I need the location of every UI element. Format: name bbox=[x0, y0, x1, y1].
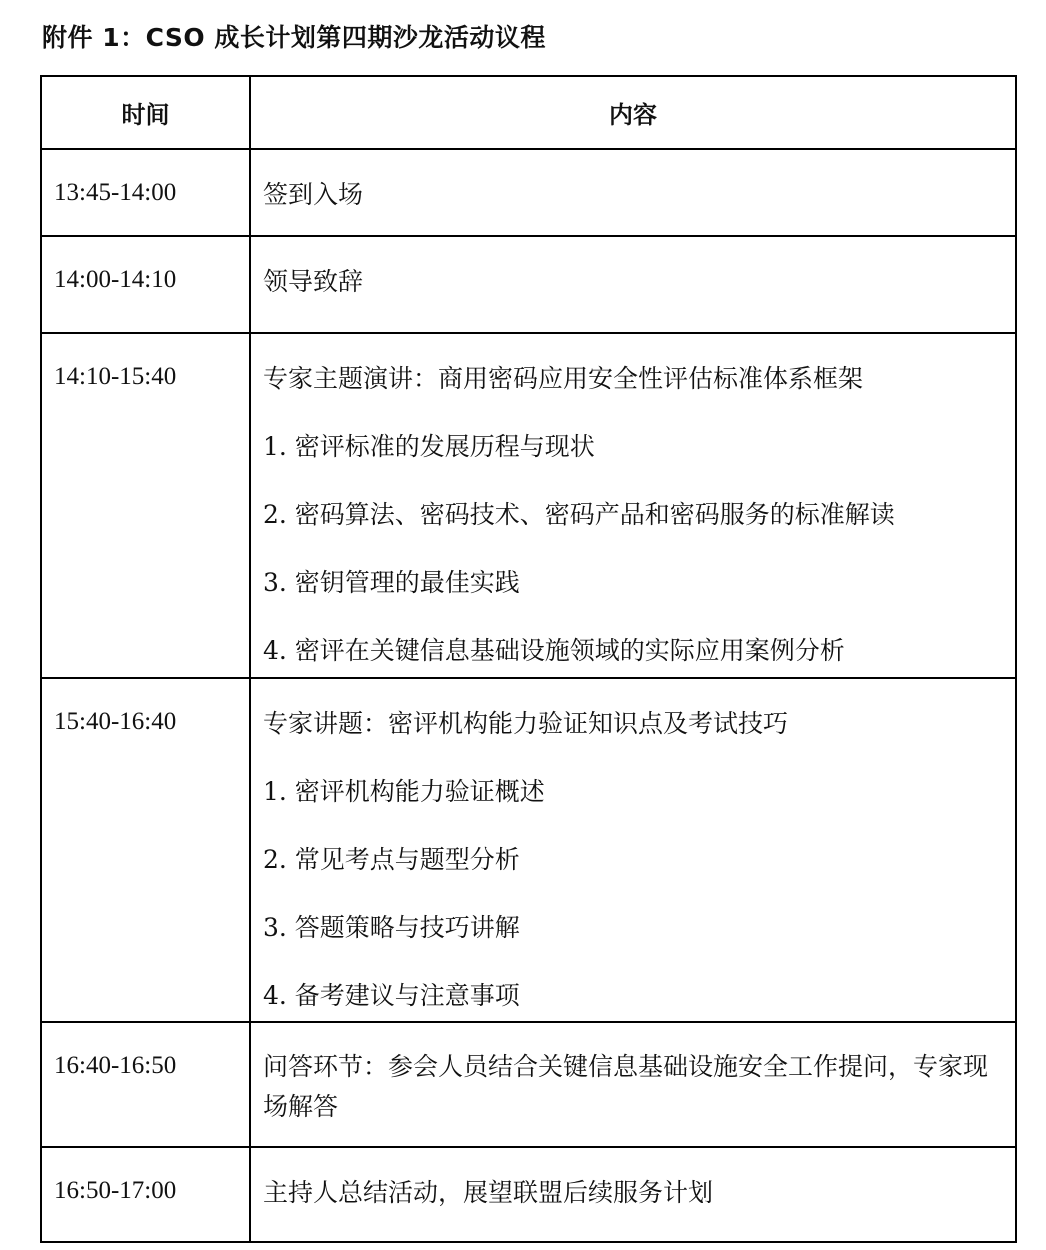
header-time bbox=[41, 76, 250, 149]
time-value: 16:40-16:50 bbox=[54, 1052, 177, 1079]
content-cell bbox=[250, 236, 1016, 333]
content-cell bbox=[250, 333, 1016, 678]
table-row bbox=[41, 236, 1016, 333]
content-cell bbox=[250, 1022, 1016, 1147]
agenda-line: 1. 密评标准的发展历程与现状 bbox=[263, 432, 595, 461]
time-value: 16:50-17:00 bbox=[54, 1177, 177, 1204]
header-time-label: 时间 bbox=[121, 101, 170, 129]
agenda-line: 4. 备考建议与注意事项 bbox=[263, 981, 520, 1010]
table-row bbox=[41, 149, 1016, 236]
agenda-line: 4. 密评在关键信息基础设施领域的实际应用案例分析 bbox=[263, 636, 845, 665]
table-row bbox=[41, 678, 1016, 1022]
time-value: 15:40-16:40 bbox=[54, 708, 177, 735]
agenda-table bbox=[40, 75, 1017, 1243]
agenda-line: 签到入场 bbox=[263, 180, 364, 209]
agenda-line: 专家主题演讲：商用密码应用安全性评估标准体系框架 bbox=[263, 364, 864, 393]
agenda-line: 2. 常见考点与题型分析 bbox=[263, 845, 520, 874]
table-row bbox=[41, 1147, 1016, 1242]
time-cell bbox=[41, 149, 250, 236]
agenda-line: 专家讲题：密评机构能力验证知识点及考试技巧 bbox=[263, 709, 789, 738]
content-cell bbox=[250, 149, 1016, 236]
agenda-line: 2. 密码算法、密码技术、密码产品和密码服务的标准解读 bbox=[263, 500, 895, 529]
agenda-line: 问答环节：参会人员结合关键信息基础设施安全工作提问，专家现场解答 bbox=[263, 1052, 989, 1121]
agenda-line: 3. 密钥管理的最佳实践 bbox=[263, 568, 520, 597]
document-title: 附件 1：CSO 成长计划第四期沙龙活动议程 bbox=[42, 23, 546, 52]
agenda-line: 1. 密评机构能力验证概述 bbox=[263, 777, 545, 806]
time-cell bbox=[41, 236, 250, 333]
time-value: 13:45-14:00 bbox=[54, 179, 177, 206]
agenda-line: 3. 答题策略与技巧讲解 bbox=[263, 913, 520, 942]
time-cell bbox=[41, 333, 250, 678]
content-cell bbox=[250, 678, 1016, 1022]
time-value: 14:10-15:40 bbox=[54, 363, 177, 390]
time-cell bbox=[41, 678, 250, 1022]
header-content bbox=[250, 76, 1016, 149]
content-cell bbox=[250, 1147, 1016, 1242]
time-value: 14:00-14:10 bbox=[54, 266, 177, 293]
agenda-line: 主持人总结活动，展望联盟后续服务计划 bbox=[263, 1178, 714, 1207]
time-cell bbox=[41, 1022, 250, 1147]
time-cell bbox=[41, 1147, 250, 1242]
table-row bbox=[41, 1022, 1016, 1147]
table-row bbox=[41, 333, 1016, 678]
agenda-line: 领导致辞 bbox=[263, 267, 364, 296]
header-content-label: 内容 bbox=[609, 101, 657, 129]
table-header-row bbox=[41, 76, 1016, 149]
